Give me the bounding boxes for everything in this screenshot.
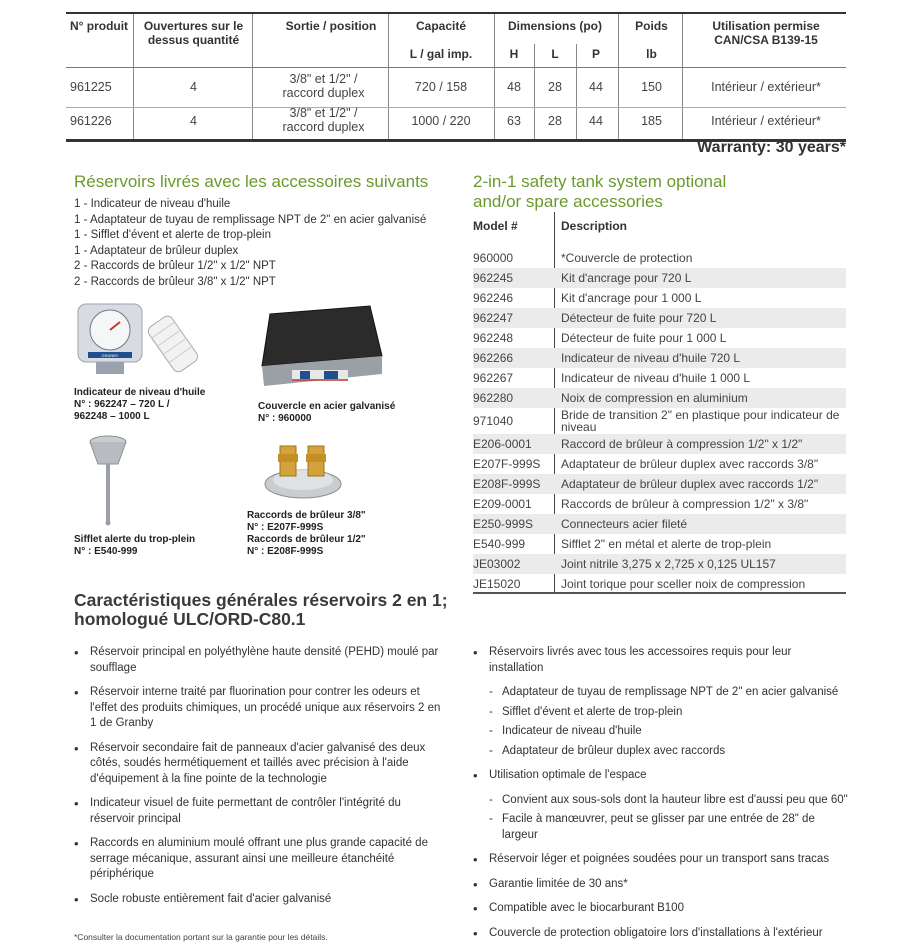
model-number: 971040 xyxy=(473,414,514,428)
features-right-list xyxy=(473,645,848,950)
caption-line: Raccords de brûleur 1/2" xyxy=(247,534,366,545)
table-row xyxy=(473,434,846,454)
table-row xyxy=(473,328,846,348)
accessories-list xyxy=(74,197,426,291)
header-l: L xyxy=(551,47,559,61)
column-divider xyxy=(534,44,535,139)
model-number: E206-0001 xyxy=(473,437,532,451)
model-description: Bride de transition 2" en plastique pour indicateur de niveau xyxy=(561,408,840,434)
model-description: Joint torique pour sceller noix de compression xyxy=(561,577,806,591)
list-item: • Compatible avec le biocarburant B100 xyxy=(473,901,848,917)
list-item: • Réservoir interne traité par fluorination pour contrer les odeurs et l'effet des produits chimiques, un procédé unique aux réservoirs 2 en 1 de Granby xyxy=(74,685,444,732)
list-item: 1 - Adaptateur de tuyau de remplissage NPT de 2" en acier galvanisé xyxy=(74,213,427,226)
oil-level-gauge-image xyxy=(74,298,204,378)
list-item: • Réservoirs livrés avec tous les accessoires requis pour leur installation xyxy=(473,645,848,676)
model-description: Adaptateur de brûleur duplex avec raccords 1/2" xyxy=(561,477,819,491)
header-poids: Poids xyxy=(635,19,668,33)
table-row xyxy=(473,288,846,308)
model-description: Kit d'ancrage pour 720 L xyxy=(561,271,692,285)
list-item: • Raccords en aluminium moulé offrant une plus grande capacité de serrage mécanique, assurant ainsi une meilleure étanchéité périphérique xyxy=(74,836,444,883)
list-item: • Réservoir secondaire fait de panneaux d'acier galvanisé des deux côtés, soudés hermétiquement et taillés avec précision à l'aide d'équipement à la fine pointe de la technologie xyxy=(74,741,444,788)
model-description: *Couvercle de protection xyxy=(561,251,693,265)
header-dimensions: Dimensions (po) xyxy=(507,19,602,33)
caption-line: Couvercle en acier galvanisé xyxy=(258,401,396,412)
footnote: *Consulter la documentation portant sur la garantie pour les détails. xyxy=(74,932,328,942)
header-rule xyxy=(66,67,846,68)
caption-line: N° : E207F-999S xyxy=(247,522,324,533)
table-cell: Intérieur / extérieur* xyxy=(711,114,821,128)
table-cell: 961225 xyxy=(70,80,112,94)
header-ouvertures: Ouvertures sur le dessus quantité xyxy=(143,19,244,47)
table-cell: 48 xyxy=(507,80,521,94)
table-row xyxy=(473,408,846,434)
model-number: 960000 xyxy=(473,251,514,265)
table-cell: 44 xyxy=(589,80,603,94)
features-title-line: Caractéristiques générales réservoirs 2 en 1; xyxy=(74,590,448,610)
gauge-face-label: GRANBY xyxy=(101,353,119,358)
table-cell: 961226 xyxy=(70,114,112,128)
model-number: 962266 xyxy=(473,351,514,365)
sub-list-item: - Facile à manœuvrer, peut se glisser par une entrée de 28" de largeur xyxy=(473,812,848,843)
table-cell: 185 xyxy=(641,114,662,128)
model-description: Détecteur de fuite pour 1 000 L xyxy=(561,331,727,345)
list-item: • Indicateur visuel de fuite permettant de contrôler l'intégrité du réservoir principal xyxy=(74,796,444,827)
model-number: 962280 xyxy=(473,391,514,405)
list-item: • Réservoir léger et poignées soudées pour un transport sans tracas xyxy=(473,852,848,868)
caption-line: N° : 960000 xyxy=(258,413,312,424)
features-title-line: homologué ULC/ORD-C80.1 xyxy=(74,609,306,629)
header-poids-unit: lb xyxy=(646,47,657,61)
column-divider xyxy=(388,14,389,139)
list-item: • Socle robuste entièrement fait d'acier galvanisé xyxy=(74,892,444,908)
table-cell: 3/8" et 1/2" / raccord duplex xyxy=(282,106,365,134)
model-number: JE03002 xyxy=(473,557,521,571)
fittings-caption xyxy=(247,510,366,558)
features-title xyxy=(74,591,448,629)
caption-line: Indicateur de niveau d'huile xyxy=(74,387,206,398)
header-description: Description xyxy=(561,219,628,233)
sub-list-item: - Convient aux sous-sols dont la hauteur libre est d'aussi peu que 60" xyxy=(473,793,848,809)
accessories-title: Réservoirs livrés avec les accessoires suivants xyxy=(74,172,429,191)
header-capacite: Capacité xyxy=(415,19,467,33)
model-description: Joint nitrile 3,275 x 2,725 x 0,125 UL157 xyxy=(561,557,776,571)
header-sortie: Sortie / position xyxy=(285,19,377,33)
features-left-list xyxy=(74,645,444,916)
header-utilisation: Utilisation permise CAN/CSA B139-15 xyxy=(712,19,820,47)
model-description: Sifflet 2" en métal et alerte de trop-plein xyxy=(561,537,772,551)
options-title-line: 2-in-1 safety tank system optional xyxy=(473,172,727,191)
table-bottom-rule xyxy=(473,592,846,594)
sub-list-item: - Adaptateur de brûleur duplex avec raccords xyxy=(473,744,848,760)
table-row xyxy=(473,554,846,574)
column-divider xyxy=(576,44,577,139)
sub-list-item: - Sifflet d'évent et alerte de trop-plein xyxy=(473,705,848,721)
table-top-rule xyxy=(66,12,846,14)
model-description: Détecteur de fuite pour 720 L xyxy=(561,311,717,325)
row-rule xyxy=(66,107,846,108)
table-row xyxy=(473,388,846,408)
column-divider xyxy=(682,14,683,139)
model-description: Indicateur de niveau d'huile 1 000 L xyxy=(561,371,751,385)
table-row xyxy=(473,308,846,328)
table-row xyxy=(473,368,846,388)
sub-list-item: - Indicateur de niveau d'huile xyxy=(473,724,848,740)
table-cell: 28 xyxy=(548,114,562,128)
table-row xyxy=(473,454,846,474)
model-description: Adaptateur de brûleur duplex avec raccords 3/8" xyxy=(561,457,819,471)
model-number: E250-999S xyxy=(473,517,534,531)
cover-caption xyxy=(258,401,395,425)
model-number: 962248 xyxy=(473,331,514,345)
model-number: 962245 xyxy=(473,271,514,285)
caption-line: N° : 962247 – 720 L / xyxy=(74,399,170,410)
table-row xyxy=(473,474,846,494)
model-number: E208F-999S xyxy=(473,477,541,491)
caption-line: Raccords de brûleur 3/8" xyxy=(247,510,366,521)
header-p: P xyxy=(591,47,600,61)
header-model: Model # xyxy=(473,219,518,233)
model-description: Kit d'ancrage pour 1 000 L xyxy=(561,291,702,305)
column-divider xyxy=(618,14,619,139)
table-cell: 720 / 158 xyxy=(414,80,468,94)
burner-fittings-image xyxy=(262,432,344,502)
column-divider xyxy=(252,14,253,139)
table-cell: 4 xyxy=(190,114,197,128)
model-description: Connecteurs acier fileté xyxy=(561,517,688,531)
header-produit: N° produit xyxy=(69,19,129,33)
model-number: E209-0001 xyxy=(473,497,532,511)
sub-list-item: - Adaptateur de tuyau de remplissage NPT de 2" en acier galvanisé xyxy=(473,685,848,701)
table-cell: Intérieur / extérieur* xyxy=(711,80,821,94)
caption-line: Sifflet alerte du trop-plein xyxy=(74,534,196,545)
column-divider xyxy=(494,14,495,139)
list-item: 2 - Raccords de brûleur 1/2" x 1/2" NPT xyxy=(74,260,276,273)
header-capacite-unit: L / gal imp. xyxy=(409,47,473,61)
table-row xyxy=(473,514,846,534)
whistle-caption xyxy=(74,534,195,558)
table-cell: 4 xyxy=(190,80,197,94)
list-item: • Réservoir principal en polyéthylène haute densité (PEHD) moulé par soufflage xyxy=(74,645,444,676)
table-row xyxy=(473,494,846,514)
model-description: Indicateur de niveau d'huile 720 L xyxy=(561,351,741,365)
table-row xyxy=(473,348,846,368)
protective-cover-image xyxy=(252,304,387,389)
list-item: 1 - Adaptateur de brûleur duplex xyxy=(74,244,239,257)
table-row xyxy=(473,248,846,268)
table-row xyxy=(473,268,846,288)
overfill-whistle-image xyxy=(88,434,128,526)
options-title xyxy=(473,172,726,212)
caption-line: N° : E540-999 xyxy=(74,546,138,557)
caption-line: N° : E208F-999S xyxy=(247,546,324,557)
model-description: Raccord de brûleur à compression 1/2" x 1/2" xyxy=(561,437,803,451)
table-cell: 63 xyxy=(507,114,521,128)
table-cell: 150 xyxy=(641,80,662,94)
model-number: E207F-999S xyxy=(473,457,541,471)
model-number: JE15020 xyxy=(473,577,521,591)
list-item: 1 - Indicateur de niveau d'huile xyxy=(74,198,231,210)
warranty-label: Warranty: 30 years* xyxy=(697,139,846,156)
list-item: • Garantie limitée de 30 ans* xyxy=(473,877,848,893)
table-cell: 1000 / 220 xyxy=(411,114,471,128)
options-title-line: and/or spare accessories xyxy=(473,192,663,211)
model-number: 962247 xyxy=(473,311,514,325)
model-number: E540-999 xyxy=(473,537,526,551)
model-number: 962246 xyxy=(473,291,514,305)
table-cell: 44 xyxy=(589,114,603,128)
model-description: Noix de compression en aluminium xyxy=(561,391,748,405)
table-row xyxy=(473,574,846,594)
spec-table xyxy=(66,12,846,134)
caption-line: 962248 – 1000 L xyxy=(74,411,150,422)
model-description: Raccords de brûleur à compression 1/2" x 3/8" xyxy=(561,497,809,511)
list-item: • Couvercle de protection obligatoire lors d'installations à l'extérieur xyxy=(473,926,848,942)
list-item: • Utilisation optimale de l'espace xyxy=(473,768,848,784)
gauge-caption xyxy=(74,387,205,423)
model-number: 962267 xyxy=(473,371,514,385)
table-cell: 28 xyxy=(548,80,562,94)
table-row xyxy=(473,534,846,554)
list-item: 2 - Raccords de brûleur 3/8" x 1/2" NPT xyxy=(74,275,276,288)
table-cell: 3/8" et 1/2" / raccord duplex xyxy=(282,72,365,100)
list-item: 1 - Sifflet d'évent et alerte de trop-plein xyxy=(74,229,271,242)
header-h: H xyxy=(509,47,519,61)
